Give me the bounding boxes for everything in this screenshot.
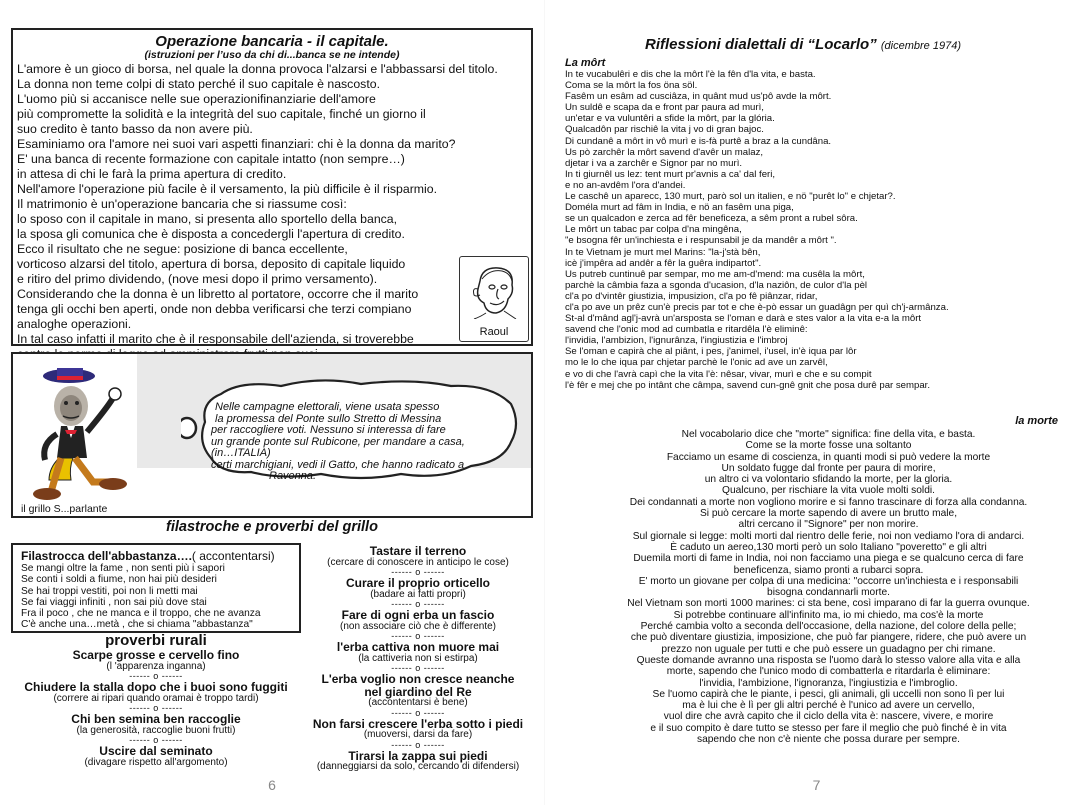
separator: ------ o ------ xyxy=(391,631,445,641)
proverb-explanation: (non associare ciò che è differente) xyxy=(339,620,496,632)
separator: ------ o ------ xyxy=(129,703,183,713)
proverb-explanation: (badare ai fatti propri) xyxy=(370,588,466,600)
proverb: L'erba voglio non cresce neanche xyxy=(321,672,515,686)
dialect-line: djetar i va a zarchêr e Signor par no murì. xyxy=(565,157,743,169)
dialect-line: l'è fêr e mej che po intânt che câmpa, savend cun-gnê gnit che posa durê par sempar. xyxy=(565,379,931,391)
italian-line: Come se la morte fosse una soltanto xyxy=(745,440,912,452)
proverb: Curare il proprio orticello xyxy=(345,576,491,590)
text-line: lo sposo con il capitale in mano, si presenta allo sportello della banca, xyxy=(17,211,398,226)
dialect-line: e no an-avdêm l'ora d'andei. xyxy=(565,179,686,191)
italian-line: Qualcuno, per rischiare la vita vuole molti soldi. xyxy=(722,485,935,497)
dialect-line: Se l'oman e capirà che al piânt, i pes, j'animel, i'usel, in'è iqua par lôr xyxy=(565,346,857,358)
italian-line: Nel Vietnam son morti 1000 marines: ci sta bene, così imparano di far la guerra ovunque. xyxy=(627,598,1030,610)
proverbi-rurali xyxy=(11,633,301,768)
dialect-line: Us putreb cuntinuê par sempar, mo me am-d'mend: ma cusêla la môrt, xyxy=(565,268,865,280)
proverb-explanation: (cercare di conoscere in anticipo le cose) xyxy=(327,556,509,568)
proverb: Chi ben semina ben raccoglie xyxy=(71,712,241,726)
proverbi-title: proverbi rurali xyxy=(105,632,207,649)
italian-line: Dei condannati a morte non vogliono morire e si fanno trascinare di forza alla condanna. xyxy=(629,496,1028,508)
proverb: Non farsi crescere l'erba sotto i piedi xyxy=(312,716,524,731)
dialect-line: savend che l'onic mod ad cumbatla e ritardêla l'è eliminê: xyxy=(565,324,808,336)
proverb: Chiudere la stalla dopo che i buoi sono fuggiti xyxy=(24,680,288,694)
abbastanza-box xyxy=(11,543,301,633)
bubble-line: un grande ponte sul Rubicone, per mandare a casa, xyxy=(211,435,465,448)
italian-line: Si può cercare la morte sapendo di avere un brutto male, xyxy=(699,508,958,520)
dialect-line: Qualcadôn par rischiê la vita j vo di gran bajoc. xyxy=(565,124,764,136)
italian-line: Si potrebbe continuare all'infinito ma, io mi chiedo, ma cos'è la morte xyxy=(673,609,984,621)
italian-line: che può diventare giustizia, imposizione, che può far piangere, ridere, che può avere un xyxy=(630,632,1027,644)
proverb-explanation: (danneggiarsi da solo, cercando di difendersi) xyxy=(316,761,520,772)
proverb: Tastare il terreno xyxy=(369,544,467,558)
text-line: L'amore è un gioco di borsa, nel quale la donna provoca l'alzarsi e l'abbassarsi del titolo. xyxy=(17,62,498,76)
caricature-face-icon xyxy=(468,263,520,319)
proverb: Uscire dal seminato xyxy=(99,744,213,758)
italian-line: È caduto un aereo,130 morti però un solo Italiano "poveretto" e gli altri xyxy=(670,541,987,553)
capitale-title: Operazione bancaria - il capitale. xyxy=(155,33,389,50)
bubble-line: certi marchigiani, vedi il Gatto, che hanno radicato a xyxy=(211,458,465,471)
dialect-line: In te Vietnam je murt mel Marins: "la-j'stà bên, xyxy=(565,246,761,258)
italian-line: vuol dire che avrà capito che il ciclo della vita è: nascere, vivere, e morire xyxy=(663,711,994,723)
dialect-line: Doméla murt ad fâm in India, e nö an fasêm una piga, xyxy=(565,202,794,214)
proverb-explanation: (l 'apparenza inganna) xyxy=(106,660,206,672)
page-number-right: 7 xyxy=(812,777,821,793)
mort-title: La môrt xyxy=(565,57,606,69)
separator: ------ o ------ xyxy=(391,663,445,673)
italian-line: beneficenza, siamo pronti a rubarci sopra. xyxy=(733,564,924,576)
proverbi-right-list xyxy=(300,545,536,773)
text-line: e ritiro del primo dividendo, (nove mesi dopo il primo versamento). xyxy=(17,271,378,286)
dialect-line: Un suldê e scapa da e front par paura ad murì, xyxy=(565,102,764,114)
italian-line: un altro ci va volontario sfidando la morte, per la gloria. xyxy=(704,474,953,486)
text-line: L'uomo più si accanisce nelle sue operazionifinanziarie dell'amore xyxy=(17,91,376,106)
raoul-caricature xyxy=(459,256,529,342)
italian-line: Duemila morti di fame in India, noi non facciamo una piega e se qualcuno cerca di fare xyxy=(633,553,1024,565)
rhyme-line: Se conti i soldi a fiume, non hai più desideri xyxy=(21,574,217,586)
dialect-line: icè j'impêra ad andêr a fêr la guêra indipartot". xyxy=(565,257,762,269)
separator: ------ o ------ xyxy=(391,739,445,750)
proverb: nel giardino del Re xyxy=(364,684,472,699)
italian-line: sapendo che non c'è niente che possa durare per sempre. xyxy=(696,734,961,746)
raoul-label: Raoul xyxy=(479,326,509,338)
rhyme-line: Se hai troppi vestiti, poi non li metti mai xyxy=(21,585,198,597)
italian-line: Queste domande avranno una risposta se l'uomo darà lo stesso valore alla vita e alla xyxy=(636,654,1021,666)
italian-text xyxy=(601,429,1056,745)
italian-line: morte, sapendo che l'unico modo di combatterla e ritardarla è eliminare: xyxy=(666,666,991,678)
italian-line: bisogna condannarli morte. xyxy=(767,587,890,599)
proverb-explanation: (correre ai ripari quando oramai è troppo tardi) xyxy=(53,692,259,704)
rhyme-line: Se fai viaggi infiniti , non sai più dove stai xyxy=(21,596,207,608)
dialect-line: un'etar e va vuluntêri a sfide la môrt, par la glória. xyxy=(565,113,775,125)
proverb-explanation: (divagare rispetto all'argomento) xyxy=(84,756,228,768)
dialect-line: cl'a po d'vintêr giustizia, impusizion, cl'a po fê piânzar, ridar, xyxy=(565,290,818,302)
rhyme-line: Fra il poco , che ne manca e il troppo, che ne avanza xyxy=(21,608,261,620)
grillo-box xyxy=(11,352,533,518)
proverb: Tirarsi la zappa sui piedi xyxy=(348,748,488,763)
proverb: l'erba cattiva non muore mai xyxy=(336,640,500,654)
dialect-line: Coma se la môrt la fos öna söl. xyxy=(565,80,698,92)
capitale-text xyxy=(17,62,517,392)
text-line: vorticoso alzarsi del titolo, apertura di borsa, deposito di capitale liquido xyxy=(17,256,406,271)
proverbi-left-list xyxy=(11,649,301,768)
text-line: la sposa gli comunica che è disposta a concedergli l'apertura di credito. xyxy=(17,226,405,241)
dialect-line: Di cundanê a môrt in vô murì e is-fà purtê a braz a la cundâna. xyxy=(565,135,832,147)
capitale-box xyxy=(11,28,533,346)
proverb-explanation: (muoversi, darsi da fare) xyxy=(363,729,473,740)
separator: ------ o ------ xyxy=(129,735,183,745)
dialect-line: In ti giurnêl us lez: tent murt pr'avnis a ca' dal feri, xyxy=(565,168,776,180)
dialect-line: Le caschê un aparecc, 130 murt, parò sol un italien, e nö "purêt lo" e chjetar?. xyxy=(565,191,896,203)
rhyme-line: C'è anche una…metà , che si chiama "abbastanza" xyxy=(21,619,253,631)
italian-line: E' morto un giovane per colpa di una medicina: "occorre un'inchiesta e i responsabili xyxy=(638,575,1019,587)
text-line: E' una banca di recente formazione con capitale intatto (non sempre…) xyxy=(17,151,405,166)
text-line: più compromette la solidità e la integrità del suo capitale, finché un giorno il xyxy=(17,106,426,121)
text-line: Esaminiamo ora l'amore nei suoi vari aspetti finanziari: chi è la donna da marito? xyxy=(17,136,456,151)
text-line: in attesa di chi le farà la prima apertura di credito. xyxy=(17,166,287,181)
cricket-cartoon-icon xyxy=(31,368,151,504)
separator: ------ o ------ xyxy=(129,671,183,681)
abbastanza-title: Filastrocca dell'abbastanza….( accontentarsi) xyxy=(21,549,275,563)
dialect-line: e vo di che l'avrà capì che la vita l'è: nêsar, vivar, murì e che e su compit xyxy=(565,368,872,380)
proverb: Fare di ogni erba un fascio xyxy=(341,608,495,622)
text-line: La donna non teme colpi di stato perché il suo capitale è nascosto. xyxy=(17,76,380,91)
italian-line: Se l'uomo capirà che le piante, i pesci, gli animali, gli uccelli non sono lì per lui xyxy=(652,688,1005,700)
bubble-text xyxy=(211,402,511,483)
italian-line: Perché cambia volto a seconda dell'occasione, della nazione, del colore della pelle; xyxy=(640,621,1017,633)
italian-line: Sul giornale si legge: molti morti dal rientro delle ferie, noi non vediamo l'ora di andarci. xyxy=(632,530,1025,542)
italian-line: Un soldato fugge dal fronte per paura di morire, xyxy=(721,462,936,474)
italian-line: e il suo compito è dare tutto se stesso per fare il meglio che può finché è in vita xyxy=(650,722,1007,734)
text-line: suo credito è tanto basso da non avere più. xyxy=(17,121,253,136)
separator: ------ o ------ xyxy=(391,567,445,577)
text-line: tenga gli occhi ben aperti, onde non debba verificarsi che terzi compiano xyxy=(17,301,412,316)
proverb-explanation: (la generosità, raccoglie buoni frutti) xyxy=(76,724,236,736)
proverb: Scarpe grosse e cervello fino xyxy=(72,648,240,662)
morte-title: la morte xyxy=(1015,415,1058,427)
capitale-subtitle: (istruzioni per l’uso da chi di...banca se ne intende) xyxy=(144,49,400,61)
dialect-line: In te vucabulêri e dis che la môrt l'è la fên d'la vita, e basta. xyxy=(565,69,816,80)
text-line: In tal caso infatti il marito che è il responsabile dell'azienda, si troverebbe xyxy=(17,331,414,346)
dialect-line: Fasêm un esâm ad cusciâza, in quânt mud us'pô avde la môrt. xyxy=(565,91,832,103)
dialect-line: St-al d'mând agl'j-avrà un'arsposta se l'oman e darà e stes valor a la vita e-a la môrt xyxy=(565,313,922,325)
dialect-line: Le môrt un tabac par colpa d'na mingêna, xyxy=(565,224,742,236)
italian-line: ma è lui che è lì per gli altri perché è l'unico ad avere un cervello, xyxy=(682,700,975,712)
italian-line: Facciamo un esame di coscienza, in quanti modi si può vedere la morte xyxy=(666,451,991,463)
page-number-left: 6 xyxy=(268,777,276,793)
bubble-line: (in…ITALIA) xyxy=(211,447,271,459)
proverb-explanation: (la cattiveria non si estirpa) xyxy=(358,652,478,664)
right-page xyxy=(545,0,1088,805)
dialect-text xyxy=(565,69,1075,391)
italian-line: prezzo non uguale per tutti e che può essere un guadagno per chi rimane. xyxy=(661,643,996,655)
dialect-line: se un qualcadon e zerca ad fêr beneficeza, a sêm pront a rubel sôra. xyxy=(565,213,858,225)
rhyme-line: Se mangi oltre la fame , non senti più i sapori xyxy=(21,563,225,574)
text-line: Ecco il risultato che ne segue: posizione di banca eccellente, xyxy=(17,241,348,256)
dialect-line: l'invidia, l'ambizion, l'ignurânza, l'ingiustizia e l'imbroj xyxy=(565,335,788,347)
text-line: Nell'amore l'operazione più facile è il versamento, la più difficile è il risparmio. xyxy=(17,181,438,196)
grillo-caption: il grillo S...parlante xyxy=(21,503,108,515)
proverb-explanation: (accontentarsi è bene) xyxy=(368,697,468,708)
filastroche-title: filastroche e proverbi del grillo xyxy=(166,519,378,535)
bubble-line: per raccogliere voti. Nessuno si interessa di fare xyxy=(211,424,446,436)
riflessioni-title: Riflessioni dialettali di “Locarlo” (dicembre 1974) xyxy=(645,36,961,53)
dialect-line: mo le lo che iqua par chjetar parchè le l'onic ad ave un zarvêl, xyxy=(565,357,828,369)
separator: ------ o ------ xyxy=(391,707,445,718)
separator: ------ o ------ xyxy=(391,599,445,609)
text-line: Considerando che la donna è un libretto al portatore, occorre che il marito xyxy=(17,286,419,301)
dialect-line: cl'a po ave un prêz cun'è precis par tot e che è-pò essar un guadâgn per quì ch'j-armânza. xyxy=(565,301,949,313)
dialect-line: parchè la câmbia faza a sgonda d'ucasion, d'la naziôn, de culor d'la pèl xyxy=(565,279,868,291)
dialect-line: "e bsogna fêr un'inchiesta e i respunsabil je da mandêr a môrt ". xyxy=(565,235,837,247)
text-line: analoghe operazioni. xyxy=(17,316,132,331)
italian-line: altri cercano il "Signore" per non morire. xyxy=(738,519,919,531)
italian-line: Nel vocabolario dice che "morte" significa: fine della vita, e basta. xyxy=(681,429,976,440)
bubble-line: Ravenna. xyxy=(269,470,317,482)
italian-line: l'invidia, l'ambizione, l'ignoranza, l'ingiustizia e l'imbroglio. xyxy=(699,677,958,689)
abbastanza-lines xyxy=(21,563,291,631)
bubble-line: Nelle campagne elettorali, viene usata spesso xyxy=(215,401,440,413)
bubble-line: la promessa del Ponte sullo Stretto di Messina xyxy=(215,412,442,425)
text-line: Il matrimonio è un'operazione bancaria che si riassume così: xyxy=(17,196,347,211)
dialect-line: Us pò zarchêr la môrt savend d'avêr un malaz, xyxy=(565,146,764,158)
